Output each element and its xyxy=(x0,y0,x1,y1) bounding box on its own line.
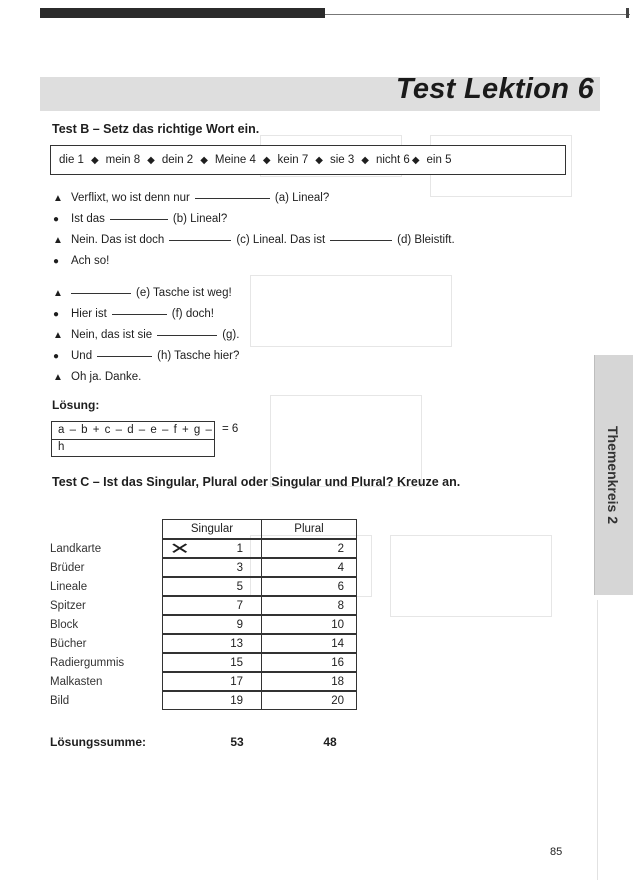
page-number: 85 xyxy=(550,846,563,858)
test-c-title: Test C – Ist das Singular, Plural oder Singular und Plural? Kreuze an. xyxy=(52,475,461,489)
table-row-label: Block xyxy=(50,618,79,631)
loesung-box xyxy=(51,421,215,457)
sum-singular: 53 xyxy=(230,735,244,749)
blank-c xyxy=(169,239,231,241)
plural-cell[interactable]: 2 xyxy=(261,539,357,558)
table-row-label: Lineale xyxy=(50,580,88,593)
loesung-result: = 6 xyxy=(222,423,239,435)
table-row-label: Radiergummis xyxy=(50,656,125,669)
diamond-separator-icon: ◆ xyxy=(411,154,420,166)
word-item: dein 2 xyxy=(161,154,194,166)
sum-label: Lösungssumme: xyxy=(50,735,147,749)
singular-cell[interactable]: 7 xyxy=(162,596,262,615)
triangle-bullet-icon: ▲ xyxy=(53,193,63,204)
diamond-separator-icon: ◆ xyxy=(315,154,323,166)
plural-cell[interactable]: 4 xyxy=(261,558,357,577)
sum-plural: 48 xyxy=(323,735,337,749)
blank-e xyxy=(71,292,131,294)
word-item: kein 7 xyxy=(277,154,309,166)
circle-bullet-icon: ● xyxy=(53,256,60,267)
word-item: mein 8 xyxy=(105,154,141,166)
circle-bullet-icon: ● xyxy=(53,309,60,320)
singular-cell[interactable] xyxy=(162,539,262,558)
diamond-separator-icon: ◆ xyxy=(90,154,99,166)
plural-cell[interactable]: 14 xyxy=(261,634,357,653)
triangle-bullet-icon: ▲ xyxy=(53,235,63,246)
plural-cell[interactable]: 8 xyxy=(261,596,357,615)
diamond-separator-icon: ◆ xyxy=(361,154,369,166)
table-row-label: Bild xyxy=(50,694,70,707)
dialog-line: ▲ Nein. Das ist doch (c) Lineal. Das ist (d) Bleistift. xyxy=(53,234,455,246)
loesung-formula: a – b + c – d – e – f + g – h xyxy=(52,422,214,440)
plural-cell[interactable]: 6 xyxy=(261,577,357,596)
dialog-line: ● Hier ist (f) doch! xyxy=(53,308,214,320)
table-row-label: Landkarte xyxy=(50,542,102,555)
triangle-bullet-icon: ▲ xyxy=(53,288,63,299)
page-edge xyxy=(597,600,598,880)
word-box xyxy=(50,145,566,175)
circle-bullet-icon: ● xyxy=(53,214,60,225)
word-item: Meine 4 xyxy=(214,154,256,166)
top-right-mark xyxy=(626,8,629,18)
dialog-line: ▲ Nein, das ist sie (g). xyxy=(53,329,240,341)
dialog-line: ▲ (e) Tasche ist weg! xyxy=(53,287,232,299)
dialog-line: ● Ach so! xyxy=(53,255,110,267)
page-title: Test Lektion 6 xyxy=(395,73,594,105)
cross-mark-icon: ✕ xyxy=(168,540,191,558)
word-item: ein 5 xyxy=(426,154,452,166)
column-header-plural: Plural xyxy=(261,519,357,539)
singular-cell[interactable]: 19 xyxy=(162,691,262,710)
word-item: nicht 6 xyxy=(375,154,410,166)
blank-b xyxy=(110,218,168,220)
singular-cell[interactable]: 5 xyxy=(162,577,262,596)
plural-cell[interactable]: 20 xyxy=(261,691,357,710)
singular-cell[interactable]: 3 xyxy=(162,558,262,577)
plural-cell[interactable]: 18 xyxy=(261,672,357,691)
table-row-label: Bücher xyxy=(50,637,87,650)
blank-a xyxy=(195,197,270,199)
blank-g xyxy=(157,334,217,336)
singular-number: 1 xyxy=(236,542,243,555)
loesung-label: Lösung: xyxy=(52,398,100,412)
triangle-bullet-icon: ▲ xyxy=(53,330,63,341)
triangle-bullet-icon: ▲ xyxy=(53,372,63,383)
word-item: die 1 xyxy=(59,154,84,166)
plural-cell[interactable]: 10 xyxy=(261,615,357,634)
diamond-separator-icon: ◆ xyxy=(200,154,208,166)
side-tab-label: Themenkreis 2 xyxy=(605,425,621,525)
top-border-line xyxy=(325,14,630,15)
dialog-line: ▲ Verflixt, wo ist denn nur (a) Lineal? xyxy=(53,192,330,204)
table-row-label: Spitzer xyxy=(50,599,86,612)
diamond-separator-icon: ◆ xyxy=(262,154,271,166)
diamond-separator-icon: ◆ xyxy=(147,154,155,166)
singular-cell[interactable]: 13 xyxy=(162,634,262,653)
column-header-singular: Singular xyxy=(162,519,262,539)
blank-f xyxy=(112,313,167,315)
circle-bullet-icon: ● xyxy=(53,351,60,362)
blank-d xyxy=(330,239,392,241)
singular-cell[interactable]: 15 xyxy=(162,653,262,672)
table-row-label: Brüder xyxy=(50,561,85,574)
top-border-bar xyxy=(40,8,325,18)
dialog-line: ● Und (h) Tasche hier? xyxy=(53,350,240,362)
dialog-line: ▲ Oh ja. Danke. xyxy=(53,371,142,383)
plural-cell[interactable]: 16 xyxy=(261,653,357,672)
word-item: sie 3 xyxy=(329,154,355,166)
table-row-label: Malkasten xyxy=(50,675,103,688)
test-b-title: Test B – Setz das richtige Wort ein. xyxy=(52,122,260,136)
dialog-line: ● Ist das (b) Lineal? xyxy=(53,213,228,225)
singular-cell[interactable]: 17 xyxy=(162,672,262,691)
blank-h xyxy=(97,355,152,357)
singular-cell[interactable]: 9 xyxy=(162,615,262,634)
